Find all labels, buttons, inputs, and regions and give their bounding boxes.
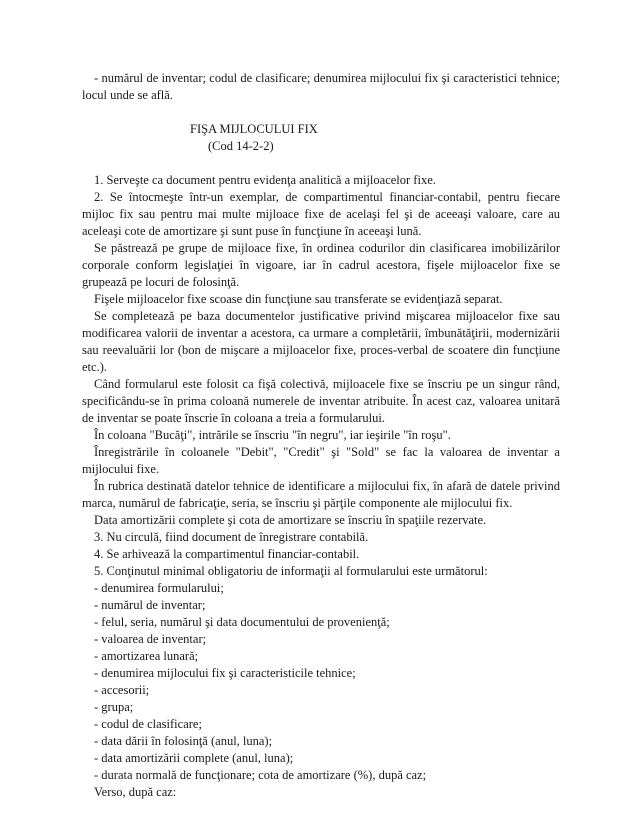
list-item: - felul, seria, numărul şi data documentului de provenienţă; (94, 615, 390, 629)
list-item: - accesorii; (94, 683, 150, 697)
document-code: (Cod 14-2-2) (208, 139, 274, 153)
list-item: - data amortizării complete (anul, luna); (94, 751, 294, 765)
list-item: - data dării în folosinţă (anul, luna); (94, 734, 273, 748)
paragraph: În coloana "Bucăţi", intrările se înscriu "în negru", iar ieşirile "în roşu". (94, 428, 451, 442)
paragraph: 3. Nu circulă, fiind document de înregistrare contabilă. (94, 530, 369, 544)
paragraph: Se păstrează pe grupe de mijloace fixe, în ordinea codurilor din clasificarea imobilizărilor corporale conform legislaţiei în vigoare, iar în cadrul acestora, fişele mijloacelor fixe se grupează pe locuri de folosinţă. (82, 241, 560, 289)
list-item: - amortizarea lunară; (94, 649, 199, 663)
paragraph: 4. Se arhivează la compartimentul financiar-contabil. (94, 547, 360, 561)
paragraph: Se completează pe baza documentelor justificative privind mişcarea mijloacelor fixe sau modificarea valorii de inventar a acestora, ca urmare a completării, îmbunătăţirii, modernizării sau reevaluării lor (bon de mişcare a mijloacelor fixe, proces-verbal de scoatere din funcţiune etc.). (82, 309, 560, 374)
list-item: - numărul de inventar; (94, 598, 206, 612)
paragraph: 1. Serveşte ca document pentru evidenţa analitică a mijloacelor fixe. (94, 173, 436, 187)
list-item: - grupa; (94, 700, 134, 714)
list-item: - durata normală de funcţionare; cota de amortizare (%), după caz; (94, 768, 427, 782)
paragraph: În rubrica destinată datelor tehnice de identificare a mijlocului fix, în afară de datele privind marca, numărul de fabricaţie, seria, se înscriu şi părţile componente ale mijlocului fix. (82, 479, 560, 510)
paragraph: Fişele mijloacelor fixe scoase din funcţiune sau transferate se evidenţiază separat. (94, 292, 503, 306)
paragraph: Înregistrările în coloanele "Debit", "Credit" şi "Sold" se fac la valoarea de inventar a mijlocului fixe. (82, 445, 560, 476)
paragraph: 2. Se întocmeşte într-un exemplar, de compartimentul financiar-contabil, pentru fiecare mijloc fix sau pentru mai multe mijloace fixe de acelaşi fel şi de aceeaşi valoare, care au aceleaşi cote de amortizare şi sunt puse în funcţiune în aceeaşi lună. (82, 190, 560, 238)
list-item: - codul de clasificare; (94, 717, 202, 731)
paragraph: Data amortizării complete şi cota de amortizare se înscriu în spaţiile rezervate. (94, 513, 487, 527)
list-item: - valoarea de inventar; (94, 632, 207, 646)
document-title: FIŞA MIJLOCULUI FIX (190, 122, 318, 136)
list-item: - denumirea formularului; (94, 581, 224, 595)
intro-paragraph: - numărul de inventar; codul de clasificare; denumirea mijlocului fix şi caracteristici tehnice; locul unde se află. (82, 71, 560, 102)
document-page (82, 70, 560, 801)
paragraph: Când formularul este folosit ca fişă colectivă, mijloacele fixe se înscriu pe un singur rând, specificându-se în prima coloană numerele de inventar atribuite. În acest caz, valoarea unitară de inventar se poate înscrie în coloana a treia a formularului. (82, 377, 560, 425)
closing-line: Verso, după caz: (94, 785, 177, 799)
paragraph: 5. Conţinutul minimal obligatoriu de informaţii al formularului este următorul: (94, 564, 488, 578)
list-item: - denumirea mijlocului fix şi caracteristicile tehnice; (94, 666, 356, 680)
